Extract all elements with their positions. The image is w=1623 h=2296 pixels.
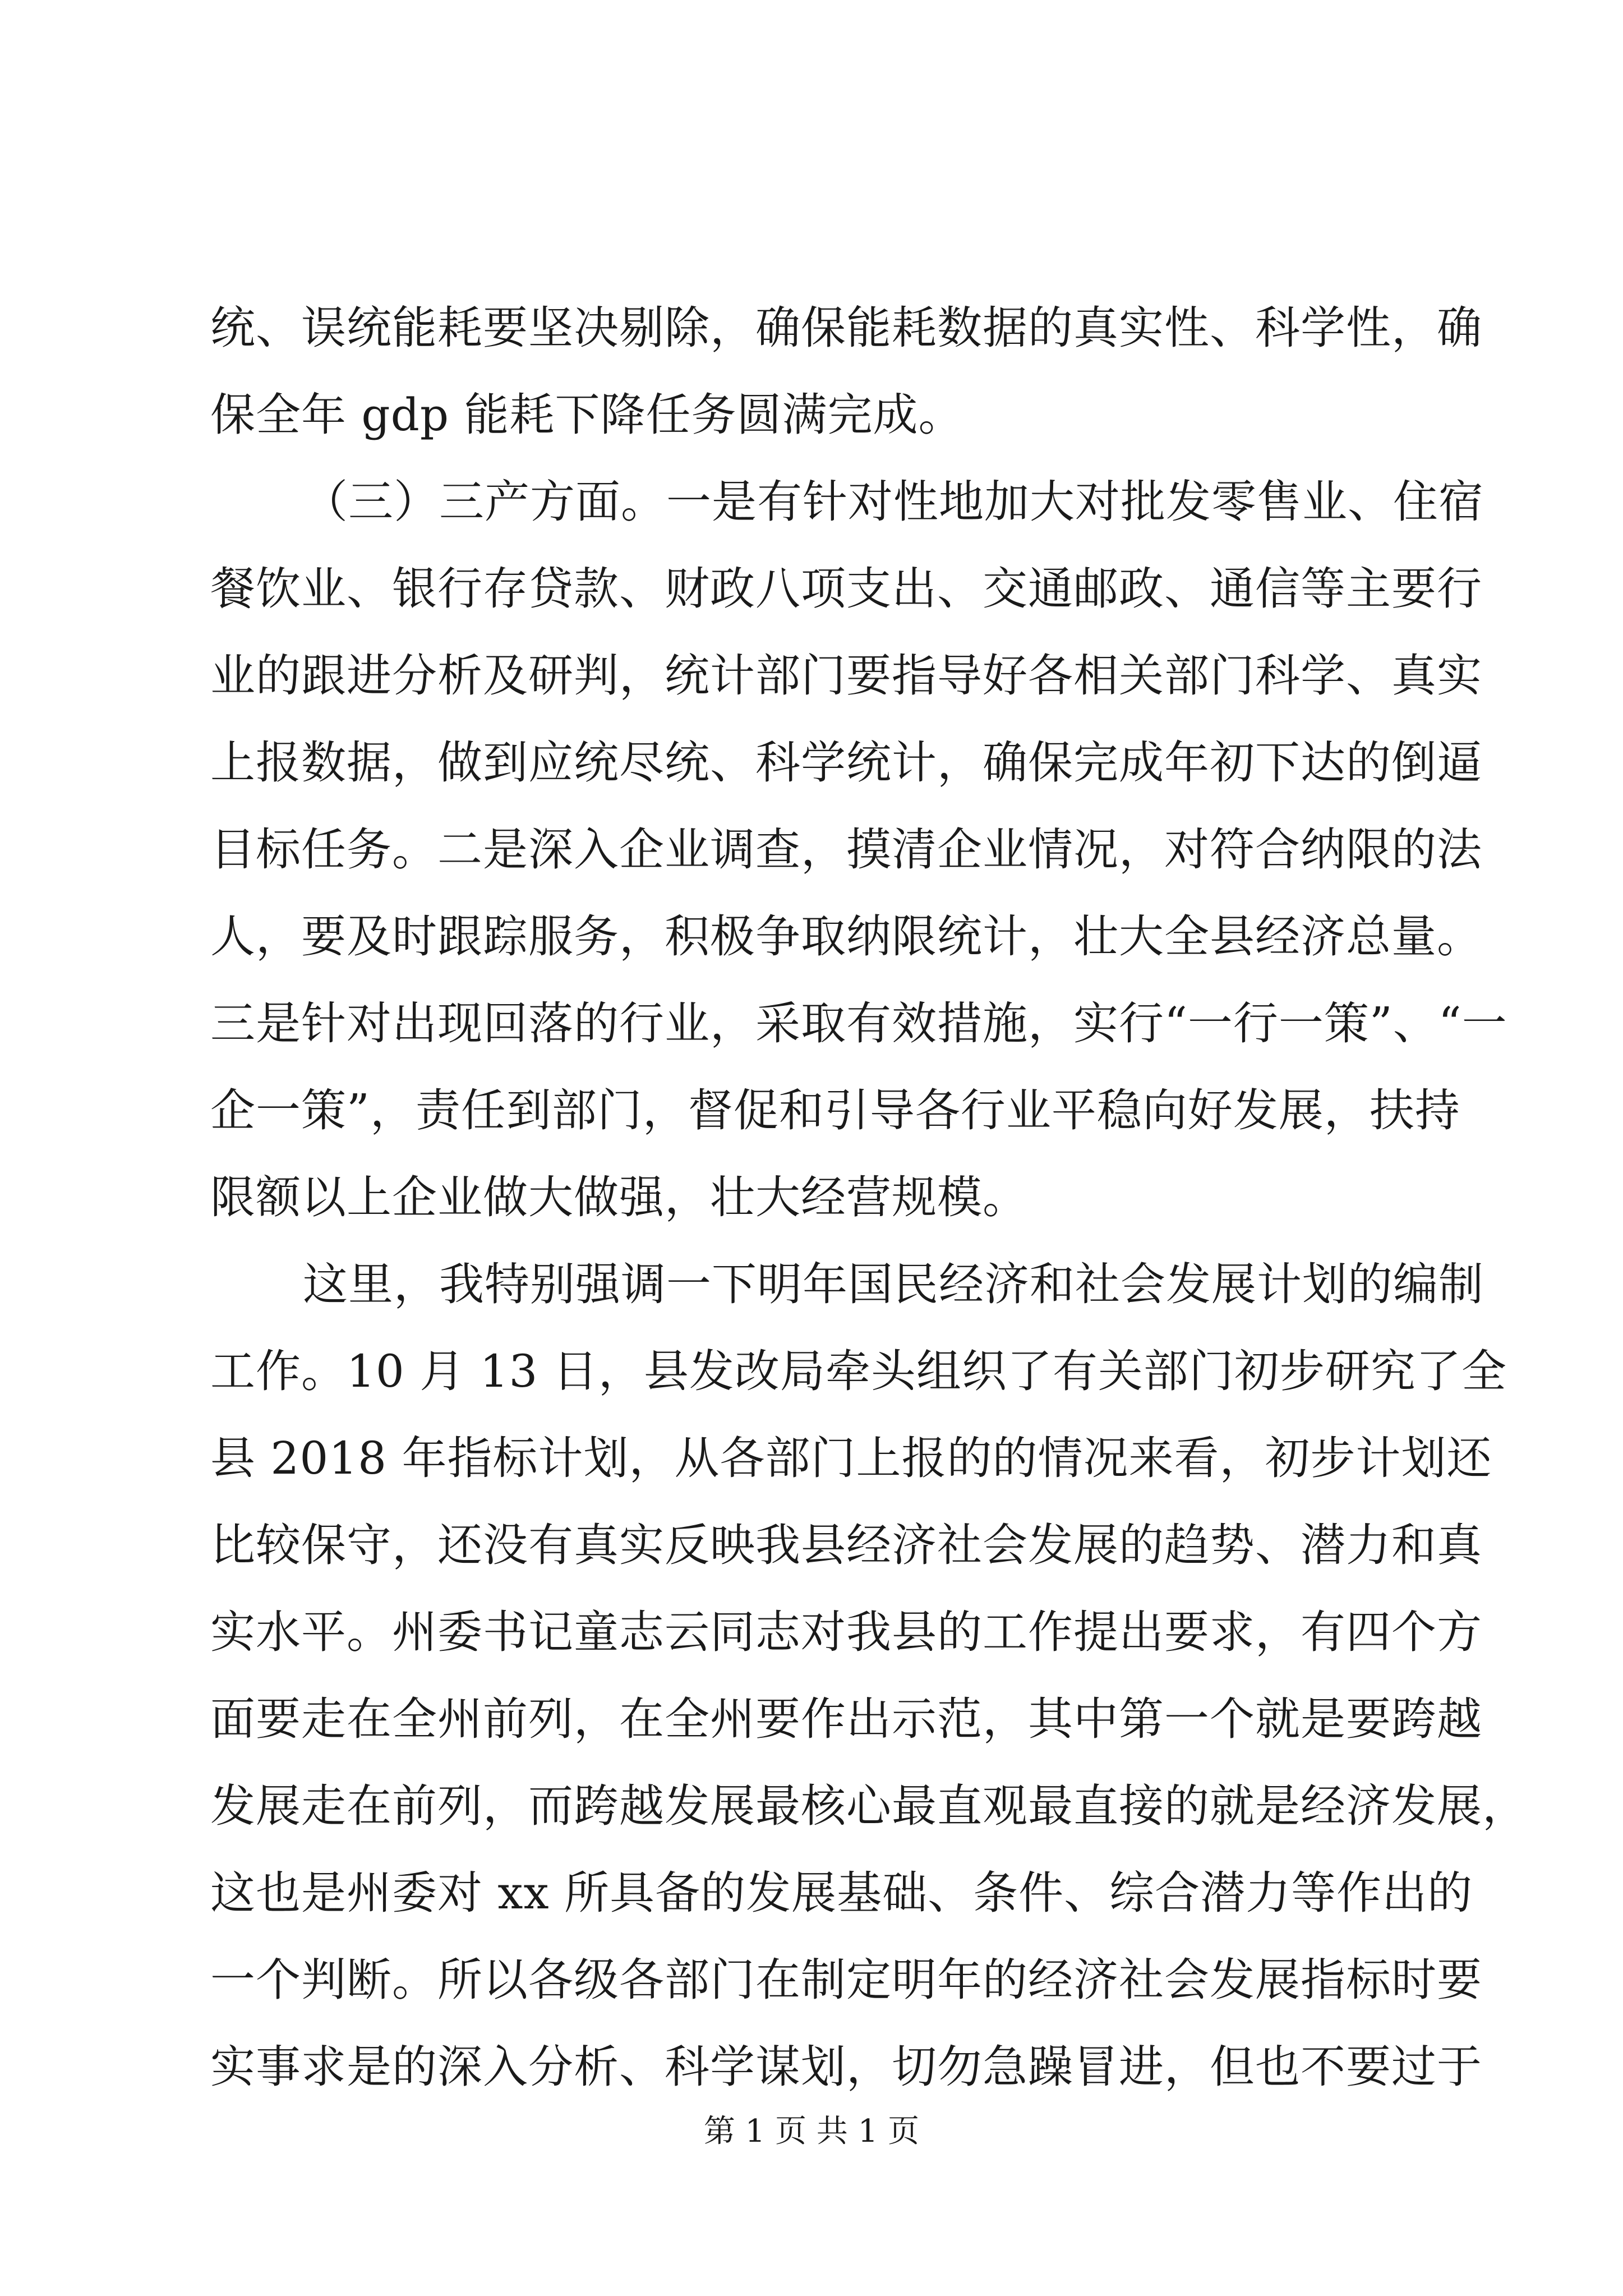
text-line-5: 业的跟进分析及研判，统计部门要指导好各相关部门科学、真实 [210,650,1482,702]
text-line-20: 一个判断。所以各级各部门在制定明年的经济社会发展指标时要 [210,1954,1482,2006]
text-line-3: （三）三产方面。一是有针对性地加大对批发零售业、住宿 [303,476,1484,528]
text-line-16: 实水平。州委书记童志云同志对我县的工作提出要求，有四个方 [210,1606,1482,1658]
text-line-19: 这也是州委对 xx 所具备的发展基础、条件、综合潜力等作出的 [210,1867,1473,1919]
text-line-14: 县 2018 年指标计划，从各部门上报的的情况来看，初步计划还 [210,1432,1492,1484]
text-line-11: 限额以上企业做大做强，壮大经营规模。 [210,1171,1028,1223]
text-line-17: 面要走在全州前列，在全州要作出示范，其中第一个就是要跨越 [210,1693,1482,1745]
text-line-4: 餐饮业、银行存贷款、财政八项支出、交通邮政、通信等主要行 [210,563,1482,615]
text-line-8: 人，要及时跟踪服务，积极争取纳限统计，壮大全县经济总量。 [210,910,1482,963]
text-line-7: 目标任务。二是深入企业调查，摸清企业情况，对符合纳限的法 [210,823,1482,876]
text-line-6: 上报数据，做到应统尽统、科学统计，确保完成年初下达的倒逼 [210,737,1482,789]
text-line-9: 三是针对出现回落的行业，采取有效措施，实行“一行一策”、“一 [210,997,1507,1050]
text-line-21: 实事求是的深入分析、科学谋划，切勿急躁冒进，但也不要过于 [210,2041,1482,2093]
text-line-12: 这里，我特别强调一下明年国民经济和社会发展计划的编制 [303,1258,1484,1310]
text-line-15: 比较保守，还没有真实反映我县经济社会发展的趋势、潜力和真 [210,1519,1482,1571]
text-line-1: 统、误统能耗要坚决剔除，确保能耗数据的真实性、科学性，确 [210,302,1482,354]
text-line-13: 工作。10 月 13 日，县发改局牵头组织了有关部门初步研究了全 [210,1345,1507,1397]
text-line-18: 发展走在前列，而跨越发展最核心最直观最直接的就是经济发展， [210,1780,1528,1832]
page-footer: 第 1 页 共 1 页 [703,2113,920,2150]
text-line-2: 保全年 gdp 能耗下降任务圆满完成。 [210,389,964,441]
text-line-10: 企一策”，责任到部门，督促和引导各行业平稳向好发展，扶持 [210,1084,1460,1137]
